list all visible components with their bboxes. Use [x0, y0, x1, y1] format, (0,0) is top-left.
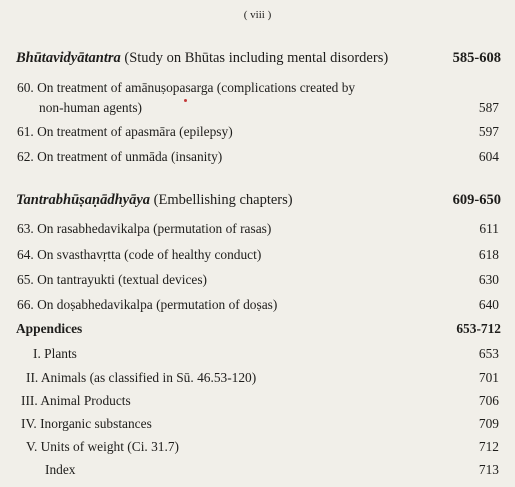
section-title: Appendices [16, 321, 83, 336]
entry-label: 62. On treatment of unmāda (insanity) [17, 149, 223, 164]
entry-page: 712 [478, 439, 499, 454]
section-page-range: 585-608 [452, 50, 501, 66]
entry-label: 66. On doṣabhedavikalpa (permutation of doṣas) [17, 297, 278, 312]
entry-page: 597 [478, 124, 499, 139]
entry-label: V. Units of weight (Ci. 31.7) [26, 439, 179, 454]
entry-page: 611 [479, 221, 499, 236]
entry-label: Index [45, 462, 76, 477]
entry-label: 61. On treatment of apasmāra (epilepsy) [17, 124, 233, 139]
section-title: Tantrabhūṣaṇādhyāya [16, 192, 151, 208]
entry-label: II. Animals (as classified in Sū. 46.53-120) [26, 370, 257, 385]
entry-page: 653 [478, 346, 499, 361]
section-page-range: 653-712 [456, 321, 501, 336]
entry-label: IV. Inorganic substances [21, 416, 152, 431]
section-subtitle: (Study on Bhūtas including mental disorders) [124, 50, 389, 66]
entry-label: 65. On tantrayukti (textual devices) [17, 272, 208, 287]
entry-label: 60. On treatment of amānuṣopasarga (complications created by [17, 80, 356, 95]
entry-page: 618 [478, 247, 499, 262]
entry-label-continued: non-human agents) [39, 100, 143, 115]
entry-page: 630 [478, 272, 499, 287]
entry-page: 706 [478, 393, 499, 408]
section-subtitle: (Embellishing chapters) [153, 192, 293, 208]
entry-page: 587 [478, 100, 499, 115]
entry-label: 63. On rasabhedavikalpa (permutation of rasas) [17, 221, 272, 236]
entry-label: 64. On svasthavṛtta (code of healthy conduct) [17, 247, 262, 262]
section-page-range: 609-650 [452, 192, 501, 208]
entry-page: 709 [478, 416, 499, 431]
entry-page: 701 [478, 370, 499, 385]
entry-page: 713 [478, 462, 499, 477]
entry-label: I. Plants [33, 346, 77, 361]
entry-label: III. Animal Products [21, 393, 131, 408]
entry-page: 640 [478, 297, 499, 312]
page-number: ( viii ) [243, 9, 272, 21]
entry-page: 604 [478, 149, 499, 164]
ink-mark [184, 99, 187, 102]
section-title: Bhūtavidyātantra [16, 50, 121, 66]
